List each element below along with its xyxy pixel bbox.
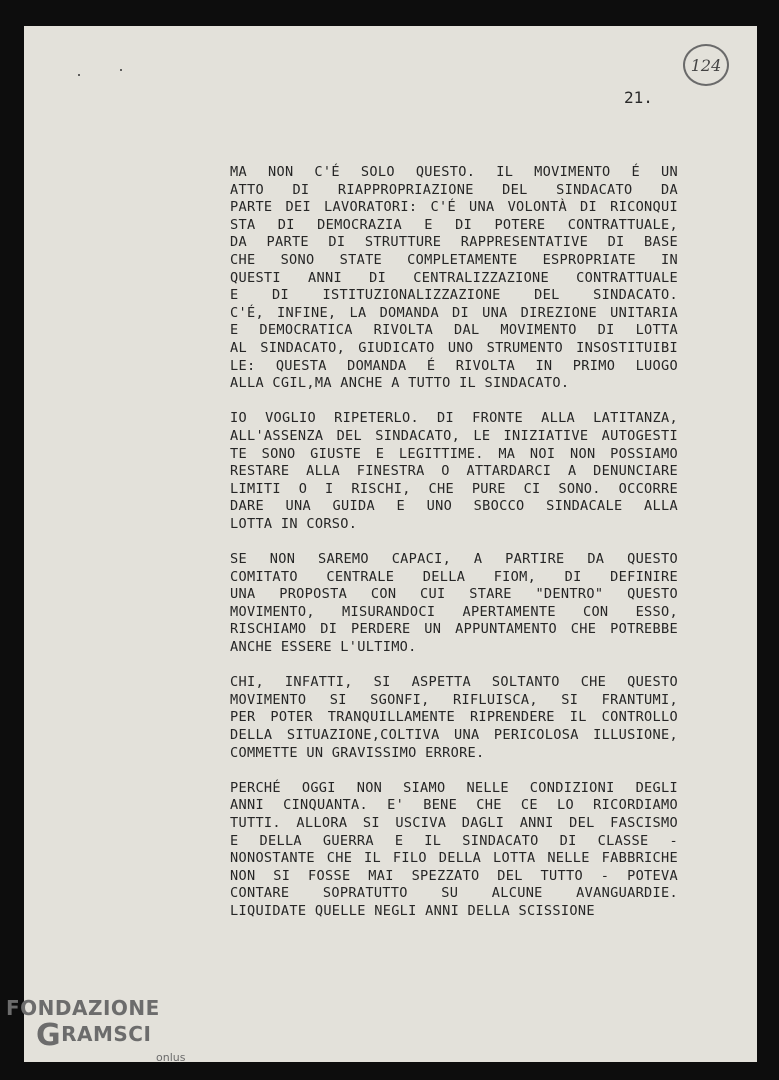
text-line: IO VOGLIO RIPETERLO. DI FRONTE ALLA LATITANZA, — [230, 410, 678, 427]
text-line: ATTO DI RIAPPROPRIAZIONE DEL SINDACATO DA — [230, 181, 678, 198]
text-line: PERCHÉ OGGI NON SIAMO NELLE CONDIZIONI DEGLI — [230, 779, 678, 796]
text-line: E DI ISTITUZIONALIZZAZIONE DEL SINDACATO. — [230, 287, 678, 304]
text-line: COMMETTE UN GRAVISSIMO ERRORE. — [230, 744, 485, 761]
text-line: TUTTI. ALLORA SI USCIVA DAGLI ANNI DEL FASCISMO — [230, 814, 678, 831]
paragraph — [230, 410, 678, 533]
text-line: TE SONO GIUSTE E LEGITTIME. MA NOI NON POSSIAMO — [230, 445, 678, 462]
text-line: NON SI FOSSE MAI SPEZZATO DEL TUTTO - POTEVA — [230, 867, 678, 884]
watermark-title: FONDAZIONE — [6, 996, 160, 1020]
text-line: COMITATO CENTRALE DELLA FIOM, DI DEFINIRE — [230, 568, 678, 585]
text-line: LIMITI O I RISCHI, CHE PURE CI SONO. OCCORRE — [230, 480, 678, 497]
text-line: LIQUIDATE QUELLE NEGLI ANNI DELLA SCISSIONE — [230, 902, 595, 919]
ink-mark — [120, 69, 122, 71]
page-number: 21. — [624, 88, 653, 107]
text-line: UNA PROPOSTA CON CUI STARE "DENTRO" QUESTO — [230, 586, 678, 603]
text-line: NONOSTANTE CHE IL FILO DELLA LOTTA NELLE FABBRICHE — [230, 850, 678, 867]
text-line: ANNI CINQUANTA. E' BENE CHE CE LO RICORDIAMO — [230, 797, 678, 814]
watermark-initial: G — [36, 1018, 62, 1053]
watermark-subtitle: GRAMSCI — [36, 1018, 152, 1053]
text-line: MOVIMENTO, MISURANDOCI APERTAMENTE CON ESSO, — [230, 603, 678, 620]
text-line: RISCHIAMO DI PERDERE UN APPUNTAMENTO CHE POTREBBE — [230, 621, 678, 638]
text-line: PER POTER TRANQUILLAMENTE RIPRENDERE IL CONTROLLO — [230, 709, 678, 726]
text-line: ALL'ASSENZA DEL SINDACATO, LE INIZIATIVE AUTOGESTI — [230, 427, 678, 444]
text-line: C'É, INFINE, LA DOMANDA DI UNA DIREZIONE UNITARIA — [230, 304, 678, 321]
text-line: STA DI DEMOCRAZIA E DI POTERE CONTRATTUALE, — [230, 216, 678, 233]
text-line: DARE UNA GUIDA E UNO SBOCCO SINDACALE ALLA — [230, 498, 678, 515]
text-line: E DELLA GUERRA E IL SINDACATO DI CLASSE - — [230, 832, 678, 849]
text-line: MA NON C'É SOLO QUESTO. IL MOVIMENTO É UN — [230, 164, 678, 180]
text-line: ALLA CGIL,MA ANCHE A TUTTO IL SINDACATO. — [230, 375, 570, 392]
text-line: QUESTI ANNI DI CENTRALIZZAZIONE CONTRATTUALE — [230, 269, 678, 286]
paragraph — [230, 780, 678, 921]
document-body — [230, 164, 678, 938]
text-line: ANCHE ESSERE L'ULTIMO. — [230, 639, 417, 656]
text-line: MOVIMENTO SI SGONFI, RIFLUISCA, SI FRANTUMI, — [230, 691, 678, 708]
text-line: E DEMOCRATICA RIVOLTA DAL MOVIMENTO DI LOTTA — [230, 322, 678, 339]
text-line: SE NON SAREMO CAPACI, A PARTIRE DA QUESTO — [230, 551, 678, 568]
watermark-tagline: onlus — [156, 1051, 186, 1064]
text-line: DELLA SITUAZIONE,COLTIVA UNA PERICOLOSA ILLUSIONE, — [230, 727, 678, 743]
text-line: AL SINDACATO, GIUDICATO UNO STRUMENTO INSOSTITUIBI — [230, 339, 678, 356]
paragraph — [230, 164, 678, 393]
text-line: LE: QUESTA DOMANDA É RIVOLTA IN PRIMO LUOGO — [230, 357, 678, 374]
ink-mark — [78, 74, 80, 76]
archive-stamp — [683, 44, 729, 86]
text-line: CHI, INFATTI, SI ASPETTA SOLTANTO CHE QUESTO — [230, 674, 678, 691]
text-line: CONTARE SOPRATUTTO SU ALCUNE AVANGUARDIE. — [230, 885, 678, 902]
text-line: RESTARE ALLA FINESTRA O ATTARDARCI A DENUNCIARE — [230, 463, 678, 480]
text-line: DA PARTE DI STRUTTURE RAPPRESENTATIVE DI BASE — [230, 234, 678, 251]
text-line: CHE SONO STATE COMPLETAMENTE ESPROPRIATE IN — [230, 251, 678, 268]
watermark-logo — [6, 996, 185, 1064]
stamp-number: 124 — [690, 55, 722, 75]
paragraph — [230, 551, 678, 657]
text-line: PARTE DEI LAVORATORI: C'É UNA VOLONTÀ DI RICONQUI — [230, 199, 678, 216]
paragraph — [230, 674, 678, 762]
text-line: LOTTA IN CORSO. — [230, 515, 358, 532]
